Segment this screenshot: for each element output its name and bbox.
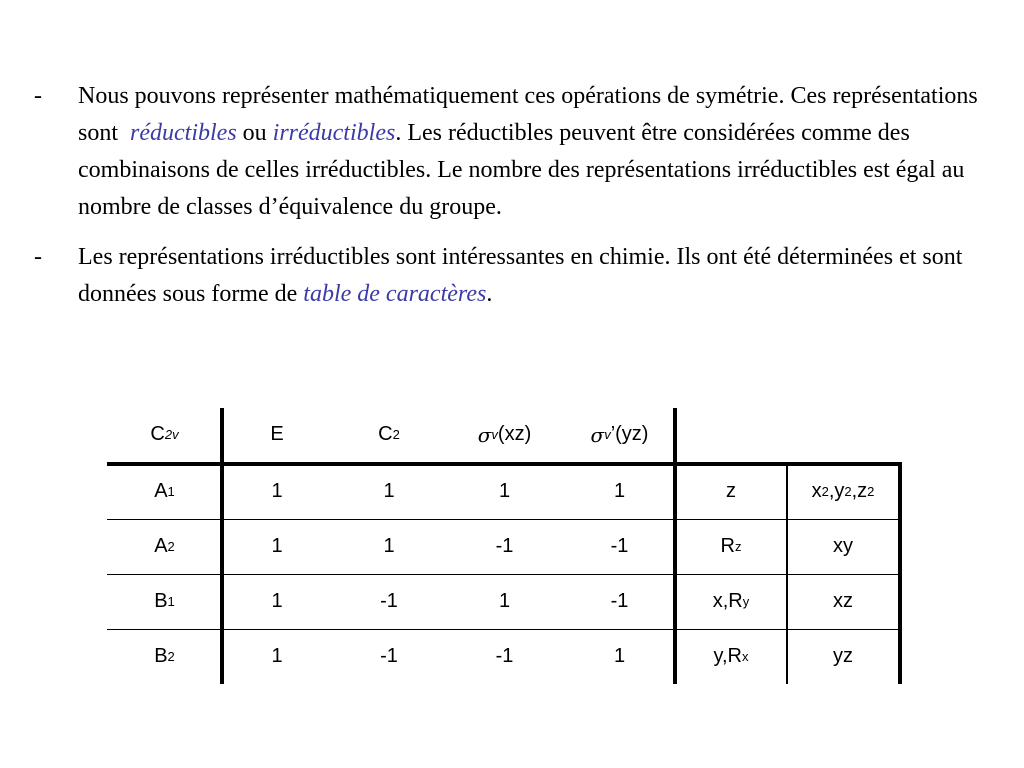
label-text: B	[154, 590, 168, 612]
row-label	[107, 574, 222, 629]
table-rule-vertical	[673, 408, 677, 684]
subscript: z	[734, 539, 742, 554]
group-label	[107, 405, 222, 464]
bullet-item	[34, 78, 984, 226]
table-cell: xz	[833, 590, 853, 612]
subscript: v	[604, 427, 611, 442]
text-run: Les représentations irréductibles sont intéressantes en chimie. Ils ont été déterminées et sont données sous forme de	[78, 244, 963, 307]
subscript: y	[742, 594, 750, 609]
highlight-term: irréductibles	[272, 120, 396, 146]
bullet-dash: -	[34, 83, 42, 109]
cell-text: ,y	[828, 480, 845, 502]
table-cell: 1	[498, 590, 511, 612]
cell-text: x	[811, 480, 822, 502]
table-rule-horizontal	[107, 519, 902, 520]
header-text: (xz)	[497, 423, 532, 445]
highlight-term: réductibles	[130, 120, 237, 146]
table-rule-horizontal	[107, 462, 902, 466]
cell-text: y,R	[713, 645, 742, 667]
cell-text: z	[726, 480, 736, 502]
table-cell: 1	[613, 480, 626, 502]
subscript: v	[491, 427, 498, 442]
table-cell	[677, 519, 785, 574]
text-run: . Les réductibles peuvent être considérées comme des combinaisons de celles irréductibles. Le nombre des représentations irréductibles est égal au nombre de classes d’équivalence du groupe.	[78, 120, 965, 220]
table-rule-vertical	[220, 408, 224, 684]
header-cell	[339, 405, 439, 464]
table-cell: 1	[498, 480, 511, 502]
table-cell: -1	[495, 645, 514, 667]
label-text: A	[154, 480, 168, 502]
table-cell: 1	[613, 645, 626, 667]
subscript: 2	[392, 427, 400, 442]
table-cell: 1	[383, 480, 395, 502]
subscript: x	[742, 649, 749, 664]
superscript: 2	[844, 484, 852, 499]
table-cell	[677, 464, 785, 519]
header-text: ’(yz)	[610, 423, 649, 445]
table-cell	[789, 464, 897, 519]
table-rule-horizontal	[107, 574, 902, 575]
table-cell: 1	[271, 645, 283, 667]
superscript: 2	[821, 484, 829, 499]
subscript: 2v	[164, 427, 179, 442]
header-cell	[452, 405, 557, 464]
text-run: ou	[242, 120, 267, 146]
row-label	[107, 629, 222, 684]
subscript: 1	[167, 484, 175, 499]
table-cell: -1	[380, 645, 398, 667]
cell-text: R	[720, 535, 735, 557]
label-text: A	[154, 535, 168, 557]
text-run: Nous pouvons représenter mathématiquement ces opérations de symétrie. Ces représentations sont	[78, 83, 978, 146]
table-cell: 1	[383, 535, 395, 557]
table-cell: 1	[271, 590, 283, 612]
bullet-item	[34, 239, 984, 313]
cell-text: x,R	[712, 590, 743, 612]
table-cell: -1	[495, 535, 514, 557]
row-label	[107, 519, 222, 574]
table-cell: -1	[610, 535, 629, 557]
subscript: 2	[167, 649, 175, 664]
table-cell: -1	[380, 590, 398, 612]
superscript: 2	[867, 484, 875, 499]
header-text: C	[378, 423, 393, 445]
subscript: 2	[167, 539, 175, 554]
header-text: C	[150, 423, 165, 445]
highlight-term: table de caractères	[303, 281, 487, 307]
sigma-symbol: σ	[477, 422, 492, 447]
bullet-dash: -	[34, 244, 42, 270]
table-cell: 1	[271, 480, 283, 502]
table-cell: xy	[833, 535, 853, 557]
header-cell: E	[270, 423, 284, 445]
sigma-symbol: σ	[590, 422, 605, 447]
table-rule-horizontal	[107, 629, 902, 630]
text-run: .	[486, 281, 493, 307]
cell-text: ,z	[851, 480, 868, 502]
table-cell: -1	[610, 590, 629, 612]
bullet-list	[34, 78, 984, 326]
subscript: 1	[167, 594, 175, 609]
row-label	[107, 464, 222, 519]
table-cell: yz	[833, 645, 853, 667]
table-cell	[677, 574, 785, 629]
label-text: B	[154, 645, 168, 667]
header-cell	[567, 405, 672, 464]
table-cell	[677, 629, 785, 684]
table-cell: 1	[271, 535, 283, 557]
bullet-text	[78, 78, 984, 226]
bullet-text	[78, 239, 984, 313]
